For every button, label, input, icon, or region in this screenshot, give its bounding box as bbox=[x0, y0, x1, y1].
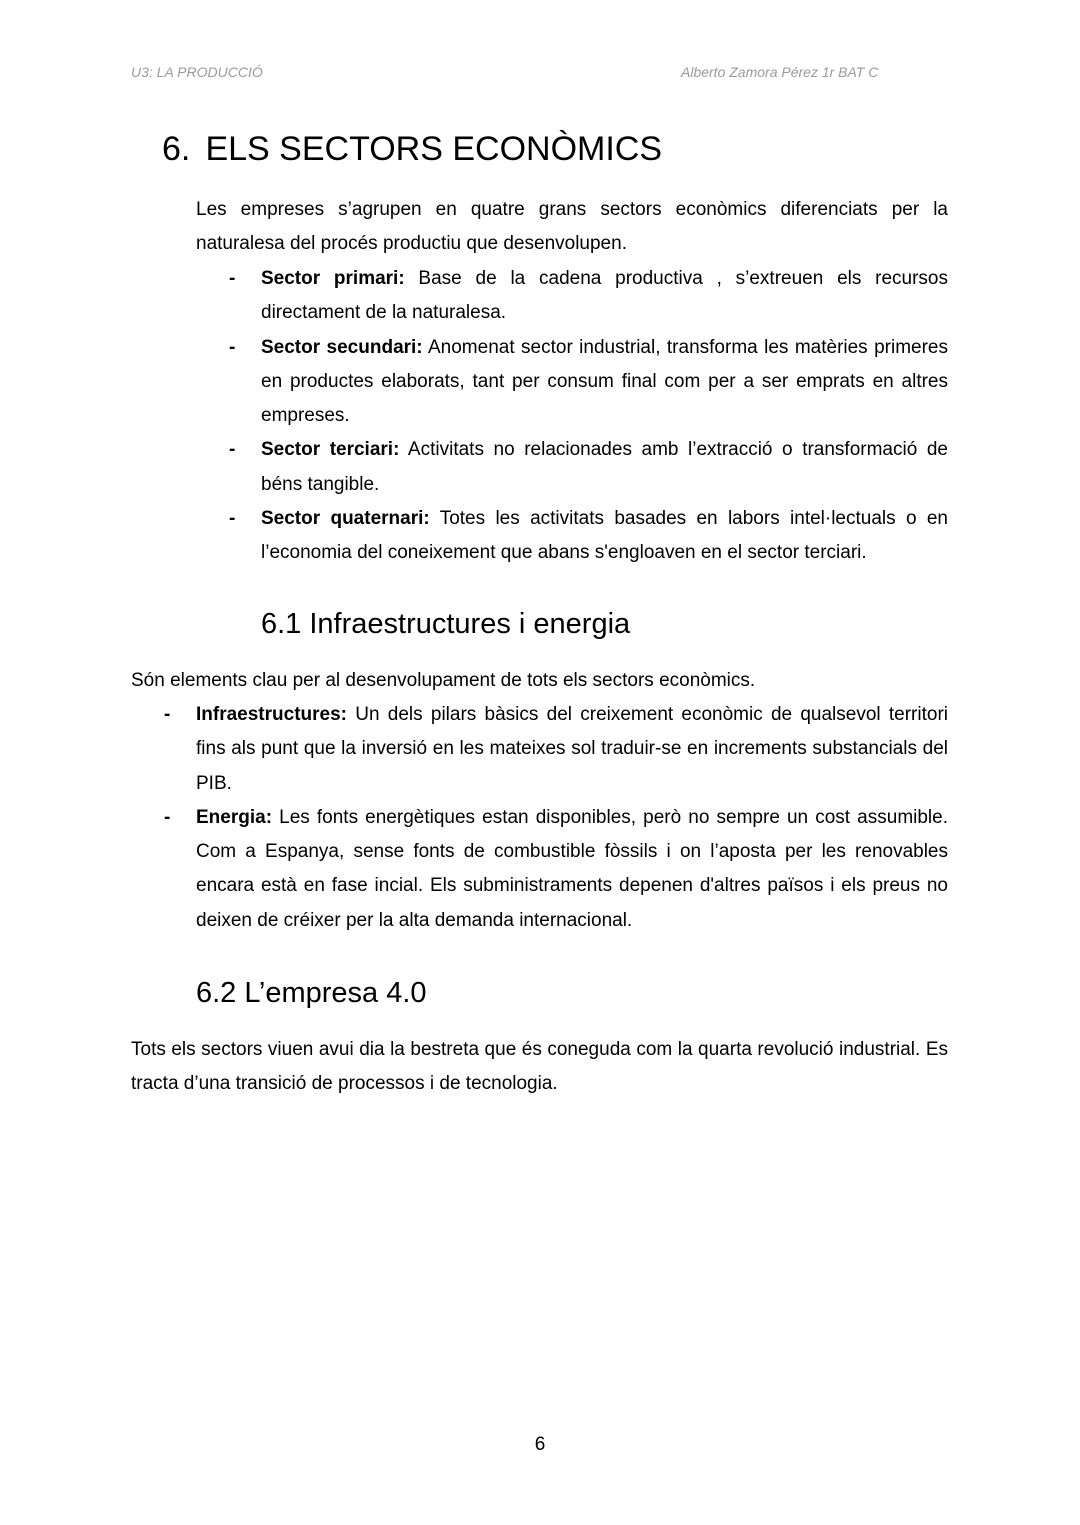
list-item-term: Sector secundari: bbox=[261, 336, 423, 358]
section-6-title: ELS SECTORS ECONÒMICS bbox=[205, 130, 663, 168]
list-bullet: - bbox=[229, 439, 236, 461]
list-item-text: Totes les activitats basades en labors intel·lectuals o en l’economia del coneixement que abans s'engloaven en el sector terciari. bbox=[261, 508, 948, 564]
section-6-intro: Les empreses s’agrupen en quatre grans sectors econòmics diferenciats per la naturalesa del procés productiu que desenvolupen. bbox=[196, 199, 948, 255]
list-item-text: Activitats no relacionades amb l’extracció o transformació de béns tangible. bbox=[261, 439, 948, 495]
list-item bbox=[229, 262, 948, 331]
section-6-number: 6. bbox=[162, 130, 191, 168]
section-6-2-heading: 6.2 L’empresa 4.0 bbox=[196, 977, 427, 1009]
section-6-1-heading: 6.1 Infraestructures i energia bbox=[261, 608, 631, 640]
page-number: 6 bbox=[534, 1434, 546, 1455]
list-item bbox=[164, 801, 948, 938]
list-item-text: Anomenat sector industrial, transforma les matèries primeres en productes elaborats, tant per consum final com per a ser emprats en altres empreses. bbox=[261, 336, 948, 427]
list-bullet: - bbox=[229, 336, 236, 358]
list-item-term: Sector terciari: bbox=[261, 439, 400, 461]
list-bullet: - bbox=[164, 806, 171, 828]
list-item-term: Sector quaternari: bbox=[261, 508, 430, 530]
list-item-text: Base de la cadena productiva , s’extreuen els recursos directament de la naturalesa. bbox=[261, 268, 948, 324]
list-item-text: Les fonts energètiques estan disponibles, però no sempre un cost assumible. Com a Espanya, sense fonts de combustible fòssils i on l’aposta per les renovables encara està en fase incial. Els subministraments depenen d'altres països i els preus no deixen de créixer per la alta demanda internacional. bbox=[196, 806, 948, 931]
list-item bbox=[229, 502, 948, 571]
list-item-term: Sector primari: bbox=[261, 268, 405, 289]
list-item bbox=[229, 331, 948, 434]
list-item bbox=[164, 698, 948, 801]
infrastructure-list bbox=[164, 698, 948, 938]
list-bullet: - bbox=[229, 508, 236, 530]
list-item bbox=[229, 433, 948, 502]
section-6-heading bbox=[162, 128, 662, 170]
list-item-term: Infraestructures: bbox=[196, 704, 347, 725]
running-header-left: U3: LA PRODUCCIÓ bbox=[131, 64, 263, 80]
list-bullet: - bbox=[229, 268, 236, 289]
sectors-list bbox=[229, 262, 948, 571]
section-6-1-intro: Són elements clau per al desenvolupament de tots els sectors econòmics. bbox=[131, 670, 756, 691]
list-item-text: Un dels pilars bàsics del creixement econòmic de qualsevol territori fins als punt que la inversió en les mateixes sol traduir-se en increments substancials del PIB. bbox=[196, 704, 948, 794]
running-header-right: Alberto Zamora Pérez 1r BAT C bbox=[681, 64, 879, 80]
list-item-term: Energia: bbox=[196, 806, 273, 828]
section-6-2-text: Tots els sectors viuen avui dia la bestreta que és coneguda com la quarta revolució industrial. Es tracta d’una transició de processos i de tecnologia. bbox=[131, 1039, 948, 1095]
list-bullet: - bbox=[164, 704, 171, 725]
